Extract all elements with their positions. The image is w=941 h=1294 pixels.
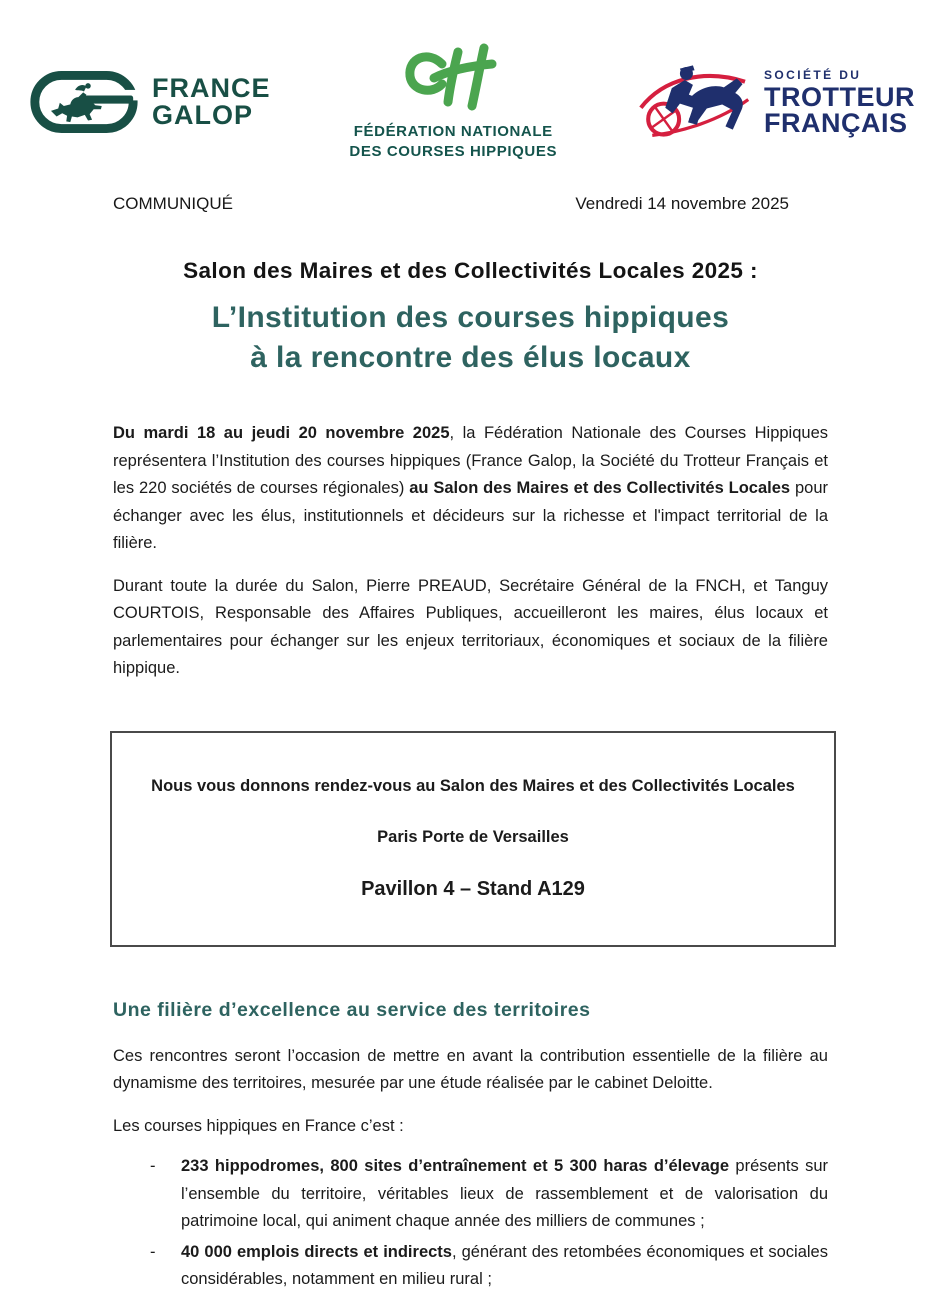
subtitle-line-1: L’Institution des courses hippiques [211, 301, 730, 334]
trotteur-word-trotteur: TROTTEUR [764, 82, 915, 112]
communique-label: COMMUNIQUÉ [113, 194, 233, 213]
trotteur-wordmark [764, 68, 915, 136]
list-item-emplois: - 40 000 emplois directs et indirects, générant des retombées économiques et sociales considérables, notamment en milieu rural ; [150, 1239, 828, 1294]
france-galop-word-1: FRANCE [152, 73, 271, 103]
callout-line-1: Nous vous donnons rendez-vous au Salon des Maires et des Collectivités Locales [151, 776, 795, 795]
trotteur-word-francais: FRANÇAIS [764, 108, 908, 138]
callout-line-2: Paris Porte de Versailles [377, 828, 569, 846]
release-date: Vendredi 14 novembre 2025 [575, 194, 789, 213]
fnch-word-1: FÉDÉRATION NATIONALE [353, 122, 553, 140]
fnch-word-2: DES COURSES HIPPIQUES [349, 142, 558, 160]
document-title: Salon des Maires et des Collectivités Locales 2025 : [183, 258, 758, 283]
intro-paragraph-1: Du mardi 18 au jeudi 20 novembre 2025, la Fédération Nationale des Courses Hippiques représentera l’Institution des courses hippiques (France Galop, la Société du Trotteur Français et les 220 sociétés de courses régionales) au Salon des Maires et des Collectivités Locales pour échanger avec les élus, institutionnels et décideurs sur la richesse et l'impact territorial de la filière. [113, 424, 829, 552]
france-galop-logo [30, 70, 271, 134]
kicker-row [113, 194, 789, 214]
ch-monogram-icon [378, 43, 528, 115]
france-galop-wordmark [152, 75, 271, 129]
fnch-wordmark [349, 122, 557, 162]
logo-row [0, 0, 941, 168]
key-figures-list [113, 1153, 828, 1294]
intro-paragraph-2: Durant toute la durée du Salon, Pierre PREAUD, Secrétaire Général de la FNCH, et Tanguy COURTOIS, Responsable des Affaires Publiques, accueilleront les maires, élus locaux et parlementaires pour échanger sur les enjeux territoriaux, économiques et sociaux de la filière hippique. [113, 576, 828, 677]
section-heading: Une filière d’excellence au service des territoires [113, 999, 591, 1021]
document-subtitle [0, 298, 941, 378]
trotteur-francais-logo [636, 56, 915, 148]
callout-line-3: Pavillon 4 – Stand A129 [361, 877, 585, 900]
fnch-logo [349, 43, 557, 162]
trotteur-word-societe-du: SOCIÉTÉ DU [764, 68, 862, 82]
section-paragraph: Ces rencontres seront l’occasion de mettre en avant la contribution essentielle de la filière au dynamisme des territoires, mesurée par une étude réalisée par le cabinet Deloitte. [113, 1046, 828, 1092]
rendezvous-callout-box [110, 731, 836, 948]
subtitle-line-2: à la rencontre des élus locaux [250, 341, 691, 374]
france-galop-track-horse-icon [30, 70, 138, 134]
list-item-hippodromes: - 233 hippodromes, 800 sites d’entraînement et 5 300 haras d’élevage présents sur l’ensemble du territoire, véritables lieux de rassemblement et de valorisation du patrimoine local, qui animent chaque année des milliers de communes ; [150, 1153, 828, 1236]
list-intro: Les courses hippiques en France c’est : [113, 1116, 404, 1135]
trotteur-horse-sulky-icon [636, 56, 758, 148]
document-body [113, 420, 828, 1294]
france-galop-word-2: GALOP [152, 100, 254, 130]
